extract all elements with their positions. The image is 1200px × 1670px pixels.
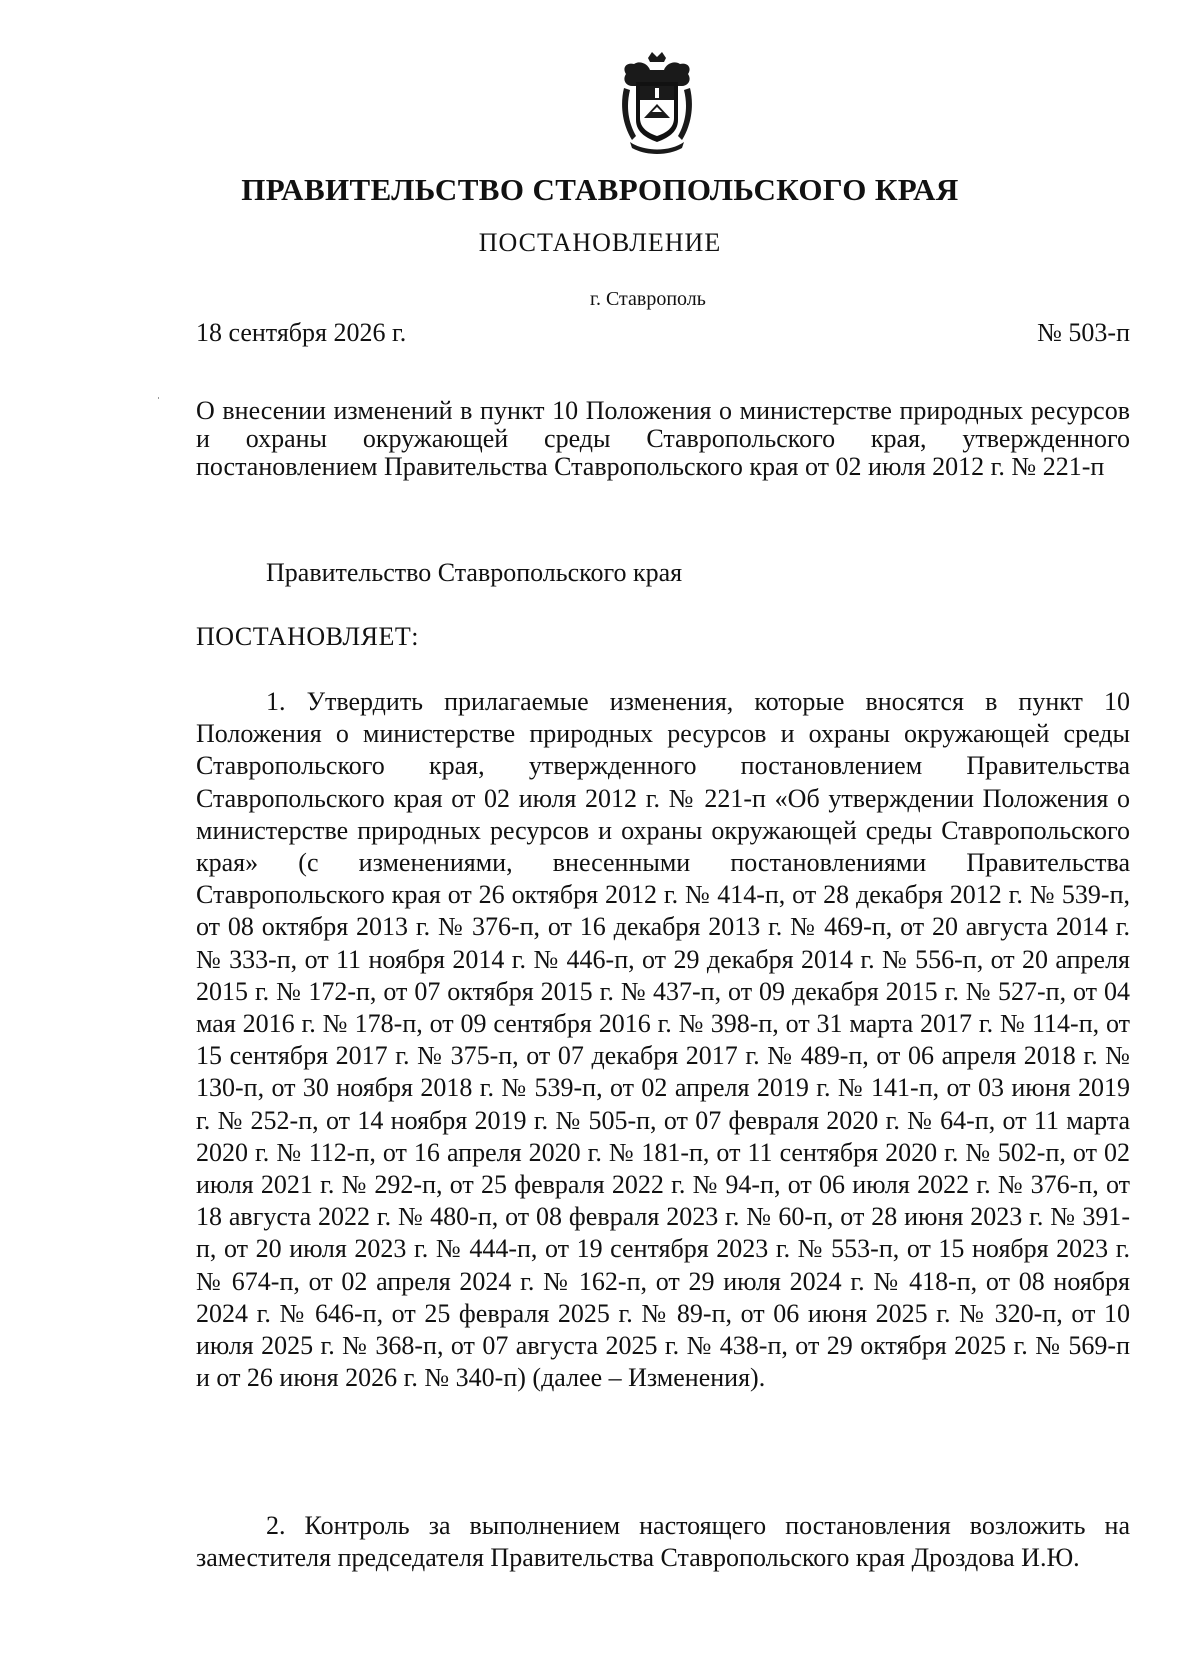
margin-mark: [158, 397, 159, 399]
document-number: № 503-п: [1037, 318, 1130, 347]
coat-of-arms-icon: [618, 52, 696, 156]
paragraph-2: 2. Контроль за выполнением настоящего постановления возложить на заместителя председателя Правительства Ставропольского края Дроздова И.Ю.: [196, 1511, 1130, 1572]
resolves-heading: ПОСТАНОВЛЯЕТ:: [196, 622, 419, 651]
city: г. Ставрополь: [590, 288, 706, 310]
paragraph-1: 1. Утвердить прилагаемые изменения, которые вносятся в пункт 10 Положения о министерстве природных ресурсов и охраны окружающей среды Ставропольского края, утвержденного постановлением Правительства Ставропольского края от 02 июля 2012 г. № 221-п «Об утверждении Положения о министерстве природных ресурсов и охраны окружающей среды Ставропольского края» (с изменениями, внесенными постановлениями Правительства Ставропольского края от 26 октября 2012 г. № 414-п, от 28 декабря 2012 г. № 539-п, от 08 октября 2013 г. № 376-п, от 16 декабря 2013 г. № 469-п, от 20 августа 2014 г. № 333-п, от 11 ноября 2014 г. № 446-п, от 29 декабря 2014 г. № 556-п, от 20 апреля 2015 г. № 172-п, от 07 октября 2015 г. № 437-п, от 09 декабря 2015 г. № 527-п, от 04 мая 2016 г. № 178-п, от 09 сентября 2016 г. № 398-п, от 31 марта 2017 г. № 114-п, от 15 сентября 2017 г. № 375-п, от 07 декабря 2017 г. № 489-п, от 06 апреля 2018 г. № 130-п, от 30 ноября 2018 г. № 539-п, от 02 апреля 2019 г. № 141-п, от 03 июня 2019 г. № 252-п, от 14 ноября 2019 г. № 505-п, от 07 февраля 2020 г. № 64-п, от 11 марта 2020 г. № 112-п, от 16 апреля 2020 г. № 181-п, от 11 сентября 2020 г. № 502-п, от 02 июля 2021 г. № 292-п, от 25 февраля 2022 г. № 94-п, от 06 июля 2022 г. № 376-п, от 18 августа 2022 г. № 480-п, от 08 февраля 2023 г. № 60-п, от 28 июня 2023 г. № 391-п, от 20 июля 2023 г. № 444-п, от 19 сентября 2023 г. № 553-п, от 15 ноября 2023 г. № 674-п, от 02 апреля 2024 г. № 162-п, от 29 июля 2024 г. № 418-п, от 08 ноября 2024 г. № 646-п, от 25 февраля 2025 г. № 89-п, от 06 июня 2025 г. № 320-п, от 10 июля 2025 г. № 368-п, от 07 августа 2025 г. № 438-п, от 29 октября 2025 г. № 569-п и от 26 июня 2026 г. № 340-п) (далее – Изменения).: [196, 687, 1130, 1393]
document-subject: О внесении изменений в пункт 10 Положения о министерстве природных ресурсов и охраны окружающей среды Ставропольского края, утвержденного постановлением Правительства Ставропольского края от 02 июля 2012 г. № 221-п: [196, 396, 1130, 481]
document-type: ПОСТАНОВЛЕНИЕ: [478, 228, 722, 257]
preamble: Правительство Ставропольского края: [266, 558, 683, 587]
document-date: 18 сентября 2026 г.: [196, 318, 407, 347]
coat-of-arms: [618, 52, 696, 156]
government-title: ПРАВИТЕЛЬСТВО СТАВРОПОЛЬСКОГО КРАЯ: [241, 172, 959, 207]
